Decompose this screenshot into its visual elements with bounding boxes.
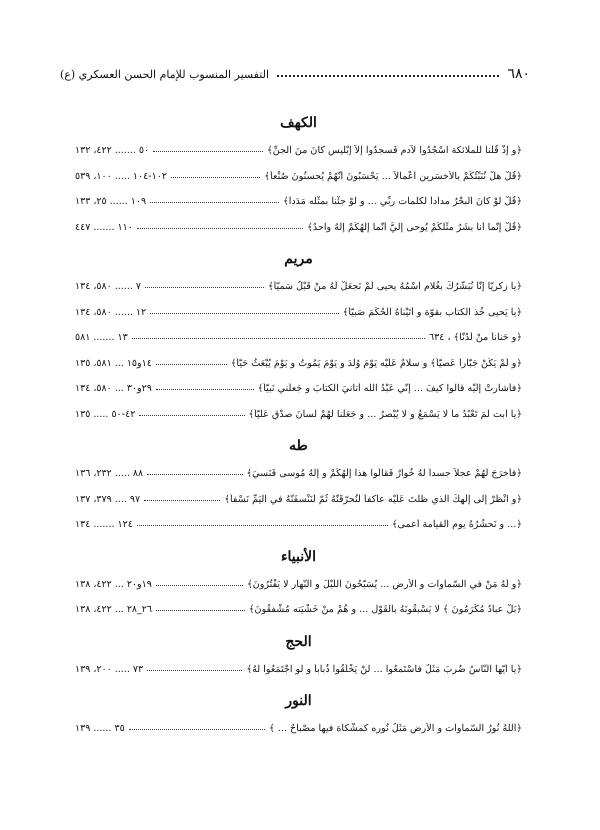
surah-heading: مريم	[284, 251, 313, 267]
dot-leader	[145, 285, 264, 288]
index-entry	[75, 274, 522, 300]
surah-heading: النور	[285, 693, 312, 709]
verse-text: ﴿قُلْ هلْ نُنَبِّئُكُمْ بالأخسَرين أعْمالاً ... يَحْسَبُونَ أنَّهُمْ يُحسنُونَ صُنْعاً﴾	[264, 170, 522, 182]
index-entry	[75, 716, 522, 742]
verse-text: ﴿قُلْ لوْ كانَ البحْرُ مداداً لكلمات ربِّي ... و لوْ جئْنا بمثْله مَدَداً﴾	[283, 196, 522, 208]
index-entry	[75, 325, 522, 351]
page-references: ٥٠ ....... ٤٢٢، ١٣٢	[75, 145, 150, 157]
index-entry	[75, 597, 522, 623]
surah-heading: الأنبياء	[280, 548, 317, 565]
dot-leader	[153, 149, 263, 152]
dot-leader	[150, 311, 339, 314]
verse-text: ﴿يا زكريّا إنّا نُبَشّرُكَ بغُلام اسْمُهُ يحيى لَمْ نَجعَلْ لَهُ منْ قَبْلُ سَميّاً﴾	[268, 281, 522, 293]
verse-text: ﴿يا أيّها النّاسُ ضُربَ مَثَلٌ فاسْتَمعُوا ... لنْ يَخْلُقُوا ذُباباً و لو اجْتَمَعُوا لهُ﴾	[246, 663, 522, 675]
index-entry	[75, 512, 522, 538]
index-entry	[75, 572, 522, 598]
verse-text: ﴿و لَمْ يَكُنْ جَبّاراً عَصيّاً﴾ و سلامٌ عَلَيْه يَوْمَ وُلدَ و يَوْمَ يَمُوتُ و يَوْمَ يُبْعَثُ حَيّاً﴾	[230, 357, 522, 369]
dot-leader	[156, 362, 227, 365]
dot-leader	[129, 727, 265, 730]
verse-text: ﴿و حَناناً منْ لَدُنّا﴾ ، ٦٣٤	[428, 332, 522, 344]
verse-text: ﴿اللهُ نُورُ السّماوات و الأرض مَثَلُ نُوره كمشْكاة فيها مصْباحٌ ... ﴾	[269, 723, 522, 735]
index-entry	[75, 189, 522, 215]
dot-leader	[147, 668, 242, 671]
index-entry	[75, 138, 522, 164]
page-references: ١٣ ....... ٥٨١	[75, 332, 128, 344]
page-references: ٨٨ ..... ٢٣٢، ١٣٦	[75, 468, 144, 480]
surah-heading: طه	[289, 438, 308, 454]
verse-text: ﴿بَلْ عبادٌ مُكْرَمُونَ ﴾ لا يَسْبقُونَهُ بالقَوْل ... و هُمْ منْ خَشْيَته مُشْفقُونَ﴾	[248, 604, 522, 616]
dot-leader	[150, 200, 279, 203]
page-references: ٢٩و٣٠ ... ٥٨٠، ١٣٤	[75, 383, 152, 395]
dot-leader	[156, 583, 243, 586]
page-references: ١٠٩ ...... ٢٥، ١٣٣	[75, 196, 147, 208]
page-number: ٦٨٠	[507, 66, 530, 82]
page-references: ٣٥ ...... ١٣٩	[75, 723, 125, 735]
index-entry	[75, 376, 522, 402]
page-references: ٧ ...... ٥٨٠، ١٣٤	[75, 281, 141, 293]
index-entry	[75, 215, 522, 241]
page-references: ١٢ ...... ٥٨٠، ١٣٤	[75, 306, 147, 318]
page-references: ٩٧ .... ٣٧٩، ١٣٧	[75, 493, 141, 505]
verse-text: ﴿يا يَحيى خُذ الكتاب بقوّة و آتَيْناهُ الحُكْمَ صَبيّاً﴾	[342, 306, 522, 318]
dot-leader	[139, 413, 244, 416]
page-references: ١٢٤ ....... ١٣٤	[75, 519, 133, 531]
dot-leader	[171, 175, 261, 178]
dot-leader	[144, 498, 220, 501]
index-entry	[75, 351, 522, 377]
dot-leader	[132, 336, 425, 339]
page-references: ٤٢-٥٠ ..... ١٣٥	[75, 408, 136, 420]
index-entry	[75, 487, 522, 513]
verse-text: ﴿و انْظُرْ إلى إلٰهكَ الذي ظلْتَ عَلَيْه عاكفاً لَنُحرّقَنّهُ ثُمّ لَنَنْسفَنّهُ في اليَمِّ نَسْفاً﴾	[224, 493, 522, 505]
page-references: ١١٠ ....... ٤٤٧	[75, 221, 133, 233]
verse-text: ﴿فأخرَجَ لَهُمْ عجلاً جسداً لهُ خُوارٌ فَقالُوا هذا إلٰهُكُمْ و إلٰهُ مُوسى فَنَسيَ﴾	[246, 468, 522, 480]
dot-leader	[137, 226, 303, 229]
surah-index	[75, 104, 522, 742]
page-references: ١٤و١٥ ... ٥٨١، ١٣٥	[75, 357, 152, 369]
verse-text: ﴿و لَهُ مَنْ في السّماوات و الأرض ... يُسَبّحُونَ اللّيْلَ و النّهار لا يَفْتُرُونَ﴾	[247, 578, 522, 590]
page-references: ٧٣ ..... ٢٠٠، ١٣٩	[75, 663, 144, 675]
verse-text: ﴿يا أبت لمَ تَعْبُدُ ما لا يَسْمَعُ و لا يُبْصرُ ... و جَعَلْنا لهُمْ لسانَ صدْقٍ عَليّاً﴾	[248, 408, 522, 420]
page-references: ١٠٢-١٠٤ ..... ١٠٠، ٥٣٩	[75, 170, 167, 182]
dot-leader	[156, 608, 245, 611]
index-entry	[75, 461, 522, 487]
page-references: ١٩و٢٠ ... ٤٢٢، ١٣٨	[75, 578, 152, 590]
page-header	[60, 66, 530, 82]
verse-text: ﴿و إذْ قُلْنا للملائكة اسْجُدُوا لآدم فَسجدُوا إلاّ إبْليس كانَ منَ الجنِّ﴾	[267, 145, 522, 157]
surah-heading: الحج	[285, 633, 312, 650]
verse-text: ﴿... و نَحشُرُهُ يوم القيامة أعمى﴾	[391, 519, 522, 531]
dot-leader	[137, 523, 388, 526]
header-dotted-rule	[277, 71, 499, 77]
dot-leader	[156, 387, 254, 390]
index-entry	[75, 657, 522, 683]
running-title: التفسير المنسوب للإمام الحسن العسكري (ع)	[60, 67, 270, 81]
index-entry	[75, 164, 522, 190]
dot-leader	[147, 472, 242, 475]
page-references: ٢٦_٢٨ ... ٤٢٢، ١٣٨	[75, 604, 153, 616]
index-entry	[75, 402, 522, 428]
verse-text: ﴿قُلْ إنّما أنا بشَرٌ مثْلُكُمْ يُوحى إليَّ أنّما إلٰهُكُمْ إلٰهٌ واحدٌ﴾	[307, 221, 522, 233]
verse-text: ﴿فأشارتْ إلَيْه قالوا كيفَ ... إنّي عَبْدُ الله آتانيَ الكتابَ و جَعلَني نَبيّاً﴾	[257, 383, 522, 395]
surah-heading: الكهف	[280, 115, 317, 131]
index-entry	[75, 300, 522, 326]
